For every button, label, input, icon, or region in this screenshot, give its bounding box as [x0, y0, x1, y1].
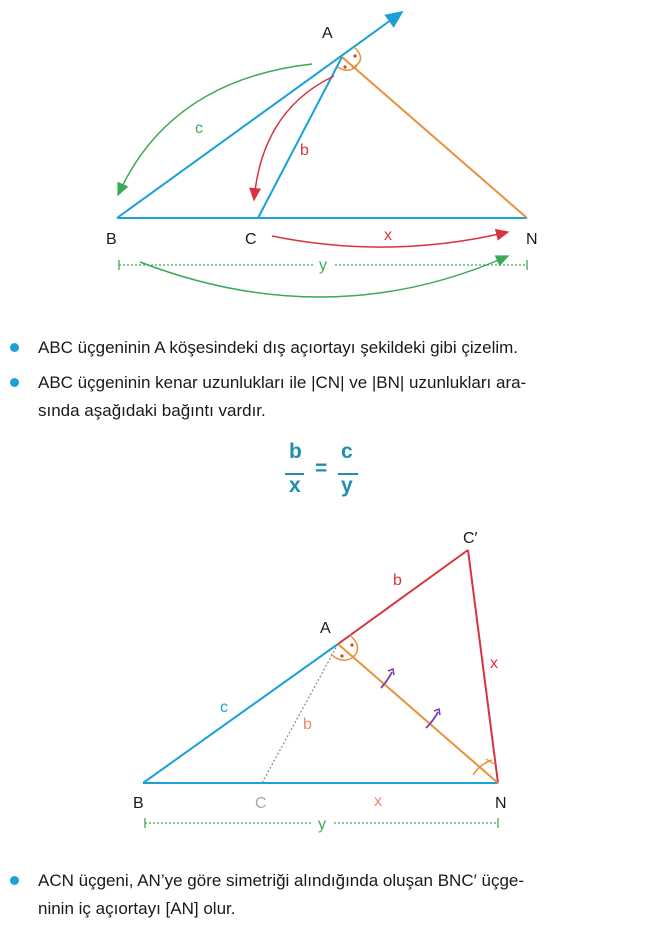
side-AC-prime: [338, 550, 468, 644]
label-A: A: [320, 620, 331, 637]
label-c: c: [195, 120, 203, 137]
label-x-bottom: x: [374, 793, 382, 810]
formula-eq: =: [315, 457, 328, 480]
label-A: A: [322, 25, 333, 42]
bullet-dot: [10, 343, 19, 352]
bullet-2-line-2: sında aşağıdaki bağıntı vardır.: [38, 401, 266, 420]
label-b: b: [300, 142, 309, 159]
dashed-AC: [262, 644, 338, 783]
formula-num-right: c: [341, 440, 353, 463]
side-BA: [143, 644, 338, 783]
formula-den-right: y: [341, 474, 353, 497]
label-N: N: [495, 795, 507, 812]
label-b-top: b: [393, 572, 402, 589]
label-N: N: [526, 231, 538, 248]
bullet-3: [10, 867, 635, 923]
label-B: B: [133, 795, 144, 812]
side-BA-extended: [117, 12, 402, 218]
bullet-1: [10, 334, 635, 362]
label-x-right: x: [490, 655, 498, 672]
bisector-AN: [338, 644, 498, 783]
bisector-AN: [342, 57, 527, 218]
label-C: C: [245, 231, 257, 248]
bullet-2: [10, 369, 635, 425]
angle-dot-1: [350, 643, 353, 646]
label-c: c: [220, 699, 228, 716]
angle-dot-2: [343, 65, 346, 68]
angle-arc-N: [473, 760, 492, 775]
label-C-prime: C′: [463, 530, 478, 547]
formula-den-left: x: [289, 474, 301, 497]
figure-external-bisector: [0, 0, 647, 310]
label-x: x: [384, 227, 392, 244]
figure-reflection: [0, 520, 647, 840]
bullet-dot: [10, 876, 19, 885]
angle-dot-2: [340, 654, 343, 657]
label-y: y: [319, 257, 327, 274]
bullet-2-line-1: ABC üçgeninin kenar uzunlukları ile |CN| ve |BN| uzunlukları ara-: [38, 373, 527, 392]
bullet-3-line-2: ninin iç açıortayı [AN] olur.: [38, 899, 236, 918]
angle-dot-1: [353, 54, 356, 57]
bullet-dot: [10, 378, 19, 387]
label-B: B: [106, 231, 117, 248]
angle-tick-N-1: [478, 766, 486, 772]
label-b-inner: b: [303, 716, 312, 733]
arc-c: [118, 64, 312, 195]
bullet-1-text: ABC üçgeninin A köşesindeki dış açıortayı şekildeki gibi çizelim.: [38, 338, 519, 357]
formula-num-left: b: [289, 440, 302, 463]
angle-arc-A: [352, 47, 361, 68]
label-y: y: [318, 816, 326, 833]
formula-fraction-bars: [0, 470, 647, 480]
bullet-3-line-1: ACN üçgeni, AN’ye göre simetriği alındığında oluşan BNC′ üçge-: [38, 871, 525, 890]
label-C: C: [255, 795, 267, 812]
